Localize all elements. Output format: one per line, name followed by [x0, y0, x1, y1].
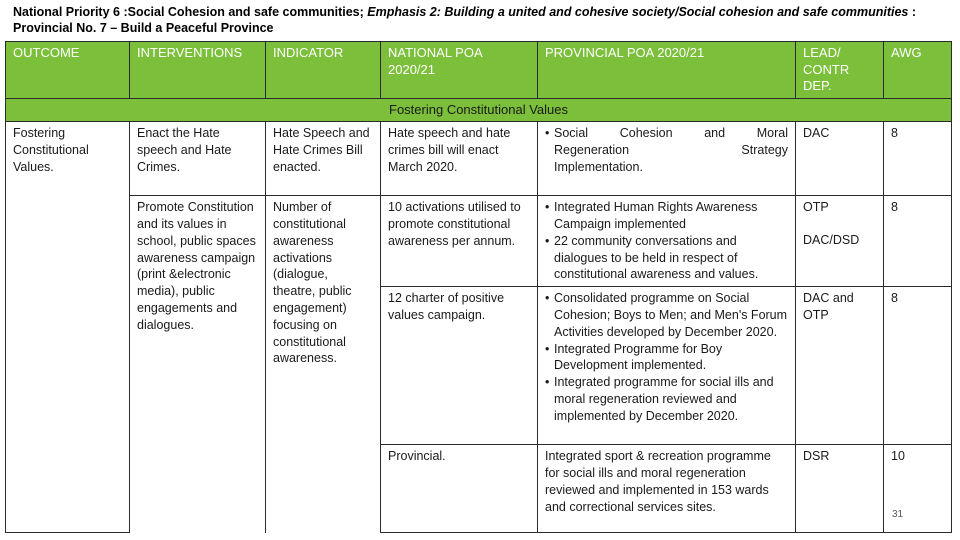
header-national-poa: NATIONAL POA 2020/21: [381, 42, 538, 99]
lead-value: OTP: [803, 200, 829, 215]
lead-cell: DAC: [796, 122, 884, 196]
list-item: • Integrated programme for social ills and moral regeneration reviewed and implemented by December 2020.: [545, 374, 788, 424]
lead-cell: [796, 196, 884, 287]
title-emphasis: Emphasis 2: Building a united and cohesive society/Social cohesion and safe communities: [367, 5, 909, 19]
table-row: [6, 196, 952, 287]
provincial-line: • Social Cohesion and Moral: [554, 126, 788, 141]
header-lead-dep: LEAD/ CONTR DEP.: [796, 42, 884, 99]
slide-title: [13, 4, 953, 36]
intervention-cell: Enact the Hate speech and Hate Crimes.: [130, 122, 266, 196]
national-poa-cell: Hate speech and hate crimes bill will enact March 2020.: [381, 122, 538, 196]
header-indicator: INDICATOR: [266, 42, 381, 99]
page-number: 31: [892, 509, 904, 520]
awg-cell: 8: [884, 196, 952, 287]
indicator-cell: Number of constitutional awareness activations (dialogue, theatre, public engagement) focusing on constitutional awareness.: [266, 196, 381, 533]
header-provincial-poa: PROVINCIAL POA 2020/21: [538, 42, 796, 99]
lead-value: DAC/DSD: [803, 233, 860, 248]
title-provincial: : Provincial No. 7 – Build a Peaceful Province: [13, 5, 917, 35]
provincial-line: Regeneration Strategy: [554, 143, 788, 158]
list-item: • Consolidated programme on Social Cohesion; Boys to Men; and Men's Forum Activities developed by December 2020.: [545, 290, 788, 340]
national-poa-cell: 12 charter of positive values campaign.: [381, 287, 538, 445]
awg-cell: 8: [884, 122, 952, 196]
provincial-poa-cell: [538, 122, 796, 196]
awg-cell: 8: [884, 287, 952, 445]
title-priority: National Priority 6 :Social Cohesion and safe communities;: [13, 5, 364, 19]
priority-table: [5, 41, 952, 533]
national-poa-cell: Provincial.: [381, 445, 538, 533]
header-awg: AWG: [884, 42, 952, 99]
list-item: • 22 community conversations and dialogues to be held in respect of constitutional awareness and values.: [545, 233, 788, 283]
provincial-line: Implementation.: [554, 159, 643, 174]
intervention-cell: Promote Constitution and its values in school, public spaces awareness campaign (print &electronic media), public engagements and dialogues.: [130, 196, 266, 533]
section-row: [6, 98, 952, 122]
header-row: [6, 42, 952, 99]
provincial-poa-cell: [538, 196, 796, 287]
indicator-cell: Hate Speech and Hate Crimes Bill enacted.: [266, 122, 381, 196]
provincial-poa-cell: [538, 287, 796, 445]
list-item: • Integrated Programme for Boy Development implemented.: [545, 341, 788, 375]
section-title: Fostering Constitutional Values: [6, 98, 952, 122]
awg-cell: 10: [884, 445, 952, 533]
outcome-cell: Fostering Constitutional Values.: [6, 122, 130, 533]
list-item: • Integrated Human Rights Awareness Campaign implemented: [545, 199, 788, 233]
lead-cell: DAC and OTP: [796, 287, 884, 445]
provincial-poa-cell: Integrated sport & recreation programme for social ills and moral regeneration reviewed and implemented in 153 wards and correctional services sites.: [538, 445, 796, 533]
national-poa-cell: 10 activations utilised to promote constitutional awareness per annum.: [381, 196, 538, 287]
table-row: [6, 122, 952, 196]
header-interventions: INTERVENTIONS: [130, 42, 266, 99]
lead-cell: DSR: [796, 445, 884, 533]
header-outcome: OUTCOME: [6, 42, 130, 99]
